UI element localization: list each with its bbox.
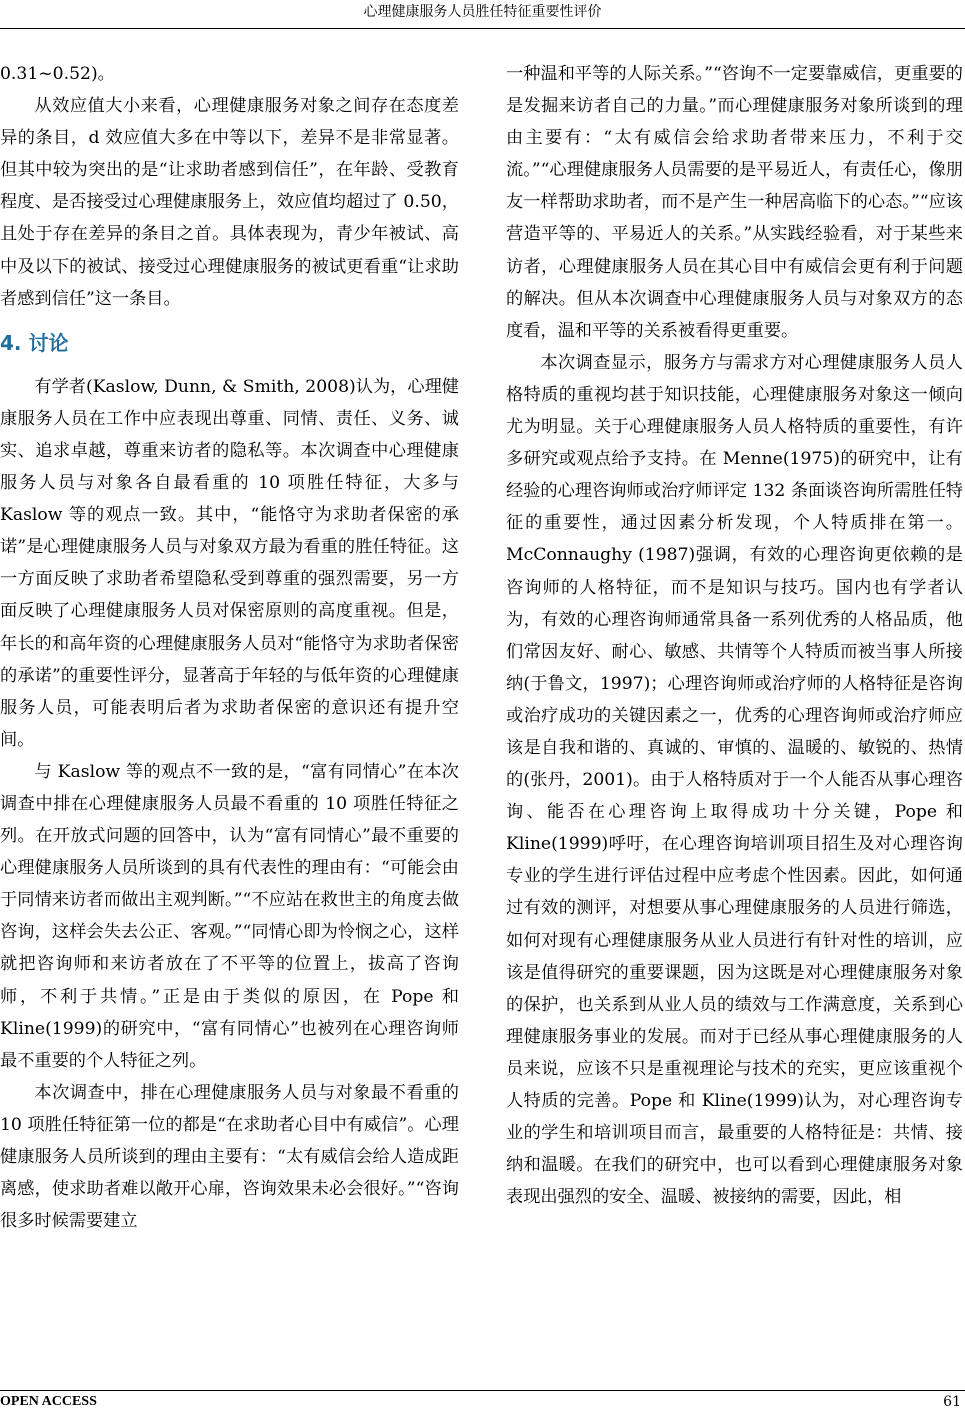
page-number: 61	[943, 1394, 961, 1410]
running-title: 心理健康服务人员胜任特征重要性评价	[363, 4, 602, 20]
paragraph: 从效应值大小来看，心理健康服务对象之间存在态度差异的条目，d 效应值大多在中等以下，差异不是非常显著。但其中较为突出的是“让求助者感到信任”，在年龄、受教育程度、是否接受过心理健康服务上，效应值均超过了 0.50，且处于存在差异的条目之首。具体表现为，青少年被试、高中及以下的被试、接受过心理健康服务的被试更看重“让求助者感到信任”这一条目。	[0, 96, 459, 309]
paragraph: 0.31~0.52)。	[0, 64, 115, 84]
paragraph: 本次调查中，排在心理健康服务人员与对象最不看重的 10 项胜任特征第一位的都是“在求助者心目中有威信”。心理健康服务人员所谈到的理由主要有：“太有威信会给人造成距离感，使求助者难以敞开心扉，咨询效果未必会很好。”“咨询很多时候需要建立	[0, 1082, 459, 1232]
running-header	[0, 0, 965, 29]
paragraph: 与 Kaslow 等的观点不一致的是，“富有同情心”在本次调查中排在心理健康服务人员最不看重的 10 项胜任特征之列。在开放式问题的回答中，认为“富有同情心”最不重要的心理健康服务人员所谈到的具有代表性的理由有：“可能会由于同情来访者而做出主观判断。”“不应站在救世主的角度去做咨询，这样会失去公正、客观。”“同情心即为怜悯之心，这样就把咨询师和来访者放在了不平等的位置上，拔高了咨询师，不利于共情。”正是由于类似的原因，在 Pope 和 Kline(1999)的研究中，“富有同情心”也被列在心理咨询师最不重要的个人特征之列。	[0, 761, 459, 1071]
section-heading: 4. 讨论	[0, 330, 69, 355]
open-access-label: OPEN ACCESS	[0, 1394, 97, 1409]
paragraph: 本次调查显示，服务方与需求方对心理健康服务人员人格特质的重视均甚于知识技能，心理健康服务对象这一倾向尤为明显。关于心理健康服务人员人格特质的重要性，有许多研究或观点给予支持。在 Menne(1975)的研究中，让有经验的心理咨询师或治疗师评定 132 条面谈咨询所需胜任特征的重要性，通过因素分析发现，个人特质排在第一。McConnaughy (1987)强调，有效的心理咨询更依赖的是咨询师的人格特征，而不是知识与技巧。国内也有学者认为，有效的心理咨询师通常具备一系列优秀的人格品质，他们常因友好、耐心、敏感、共情等个人特质而被当事人所接纳(于鲁文，1997)；心理咨询师或治疗师的人格特征是咨询或治疗成功的关键因素之一，优秀的心理咨询师或治疗师应该是自我和谐的、真诚的、审慎的、温暖的、敏锐的、热情的(张丹，2001)。由于人格特质对于一个人能否从事心理咨询、能否在心理咨询上取得成功十分关键，Pope 和 Kline(1999)呼吁，在心理咨询培训项目招生及对心理咨询专业的学生进行评估过程中应考虑个性因素。因此，如何通过有效的测评，对想要从事心理健康服务的人员进行筛选，如何对现有心理健康服务从业人员进行有针对性的培训，应该是值得研究的重要课题，因为这既是对心理健康服务对象的保护，也关系到从业人员的绩效与工作满意度，关系到心理健康服务事业的发展。而对于已经从事心理健康服务的人员来说，应该不只是重视理论与技术的充实，更应该重视个人特质的完善。Pope 和 Kline(1999)认为，对心理咨询专业的学生和培训项目而言，最重要的人格特征是：共情、接纳和温暖。在我们的研究中，也可以看到心理健康服务对象表现出强烈的安全、温暖、被接纳的需要，因此，相	[506, 352, 963, 1208]
page-footer	[0, 1390, 965, 1411]
paragraph: 有学者(Kaslow, Dunn, & Smith, 2008)认为，心理健康服务人员在工作中应表现出尊重、同情、责任、义务、诚实、追求卓越，尊重来访者的隐私等。本次调查中心理健康服务人员与对象各自最看重的 10 项胜任特征，大多与 Kaslow 等的观点一致。其中，“能恪守为求助者保密的承诺”是心理健康服务人员与对象双方最为看重的胜任特征。这一方面反映了求助者希望隐私受到尊重的强烈需要，另一方面反映了心理健康服务人员对保密原则的高度重视。但是，年长的和高年资的心理健康服务人员对“能恪守为求助者保密的承诺”的重要性评分，显著高于年轻的与低年资的心理健康服务人员，可能表明后者为求助者保密的意识还有提升空间。	[0, 376, 459, 750]
paragraph: 一种温和平等的人际关系。”“咨询不一定要靠威信，更重要的是发掘来访者自己的力量。”而心理健康服务对象所谈到的理由主要有：“太有威信会给求助者带来压力，不利于交流。”“心理健康服务人员需要的是平易近人，有责任心，像朋友一样帮助求助者，而不是产生一种居高临下的心态。”“应该营造平等的、平易近人的关系。”从实践经验看，对于某些来访者，心理健康服务人员在其心目中有威信会更有利于问题的解决。但从本次调查中心理健康服务人员与对象双方的态度看，温和平等的关系被看得更重要。	[506, 64, 963, 341]
left-column	[0, 58, 459, 1237]
right-column	[506, 58, 963, 1213]
